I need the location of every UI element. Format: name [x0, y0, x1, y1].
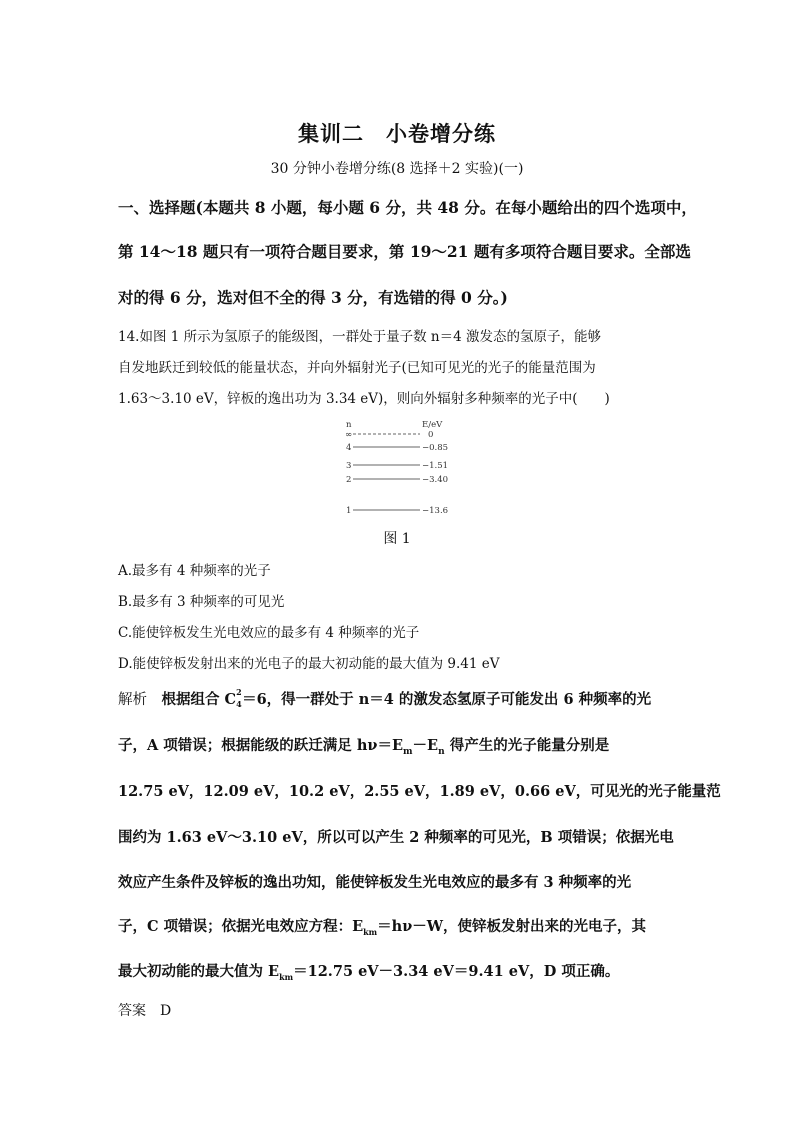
level-e-1: −13.6 [422, 506, 449, 516]
diagram-energy-label: E/eV [422, 420, 443, 430]
solution-line-7 [118, 960, 619, 982]
question-line-1: 14.如图 1 所示为氢原子的能级图，一群处于量子数 n＝4 激发态的氢原子，能够 [118, 329, 602, 345]
level-e-2: −3.40 [422, 475, 449, 485]
solution-line-5: 效应产生条件及锌板的逸出功知，能使锌板发生光电效应的最多有 3 种频率的光 [118, 874, 632, 891]
level-e-infinity: 0 [428, 430, 434, 440]
solution-text: －E [412, 737, 439, 754]
combination-superscript: 2 [236, 687, 242, 697]
question-line-2: 自发地跃迁到较低的能量状态，并向外辐射光子(已知可见光的光子的能量范围为 [118, 360, 596, 376]
option-b: B.最多有 3 种频率的可见光 [118, 594, 285, 610]
level-n-1: 1 [346, 506, 352, 516]
question-line-3: 1.63～3.10 eV，锌板的逸出功为 3.34 eV)，则向外辐射多种频率的光子中( ) [118, 391, 610, 407]
solution-text: ＝hν－W，使锌板发射出来的光电子，其 [377, 918, 647, 935]
section-instruction-line-1: 一、选择题(本题共 8 小题，每小题 6 分，共 48 分。在每小题给出的四个选项中， [118, 198, 697, 217]
subscript: m [403, 746, 413, 757]
subscript: n [438, 746, 445, 757]
solution-line-2 [118, 734, 609, 757]
energy-level-diagram [340, 418, 470, 522]
level-e-4: −0.85 [422, 443, 449, 453]
option-a: A.最多有 4 种频率的光子 [118, 563, 271, 579]
solution-text: 得产生的光子能量分别是 [444, 737, 610, 754]
solution-text: ＝12.75 eV－3.34 eV＝9.41 eV，D 项正确。 [293, 963, 620, 980]
section-instruction-line-2: 第 14～18 题只有一项符合题目要求，第 19～21 题有多项符合题目要求。全部选 [118, 242, 691, 261]
level-n-infinity: ∞ [345, 430, 353, 440]
solution-text: 子，C 项错误；依据光电效应方程：E [118, 918, 364, 935]
solution-text: 最大初动能的最大值为 E [118, 963, 280, 980]
level-n-3: 3 [346, 461, 352, 471]
section-instruction-line-3: 对的得 6 分，选对但不全的得 3 分，有选错的得 0 分。) [118, 288, 508, 307]
combination-subscript: 4 [236, 699, 242, 709]
level-e-3: −1.51 [422, 461, 449, 471]
solution-line-6 [118, 915, 646, 937]
diagram-n-label: n [346, 420, 352, 430]
page-title: 集训二 小卷增分练 [298, 121, 496, 146]
solution-line-4: 围约为 1.63 eV～3.10 eV，所以可以产生 2 种频率的可见光，B 项错误；依据光电 [118, 829, 674, 846]
solution-text: ＝6，得一群处于 n＝4 的激发态氢原子可能发出 6 种频率的光 [242, 691, 652, 708]
answer: 答案 D [118, 1003, 172, 1019]
option-d: D.能使锌板发射出来的光电子的最大初动能的最大值为 9.41 eV [118, 656, 500, 672]
solution-text: 根据组合 C [161, 691, 237, 708]
figure-caption: 图 1 [383, 531, 411, 547]
option-c: C.能使锌板发生光电效应的最多有 4 种频率的光子 [118, 625, 420, 641]
solution-text: 子，A 项错误；根据能级的跃迁满足 hν＝E [118, 737, 403, 754]
level-n-4: 4 [346, 443, 352, 453]
solution-line-3: 12.75 eV，12.09 eV，10.2 eV，2.55 eV，1.89 eV，0.66 eV，可见光的光子能量范 [118, 783, 721, 800]
solution-label: 解析 [118, 692, 162, 708]
page-subtitle: 30 分钟小卷增分练(8 选择＋2 实验)(一) [270, 161, 524, 177]
level-n-2: 2 [346, 475, 352, 485]
subscript: km [279, 971, 294, 982]
solution-line-1 [118, 688, 651, 709]
subscript: km [363, 926, 378, 937]
